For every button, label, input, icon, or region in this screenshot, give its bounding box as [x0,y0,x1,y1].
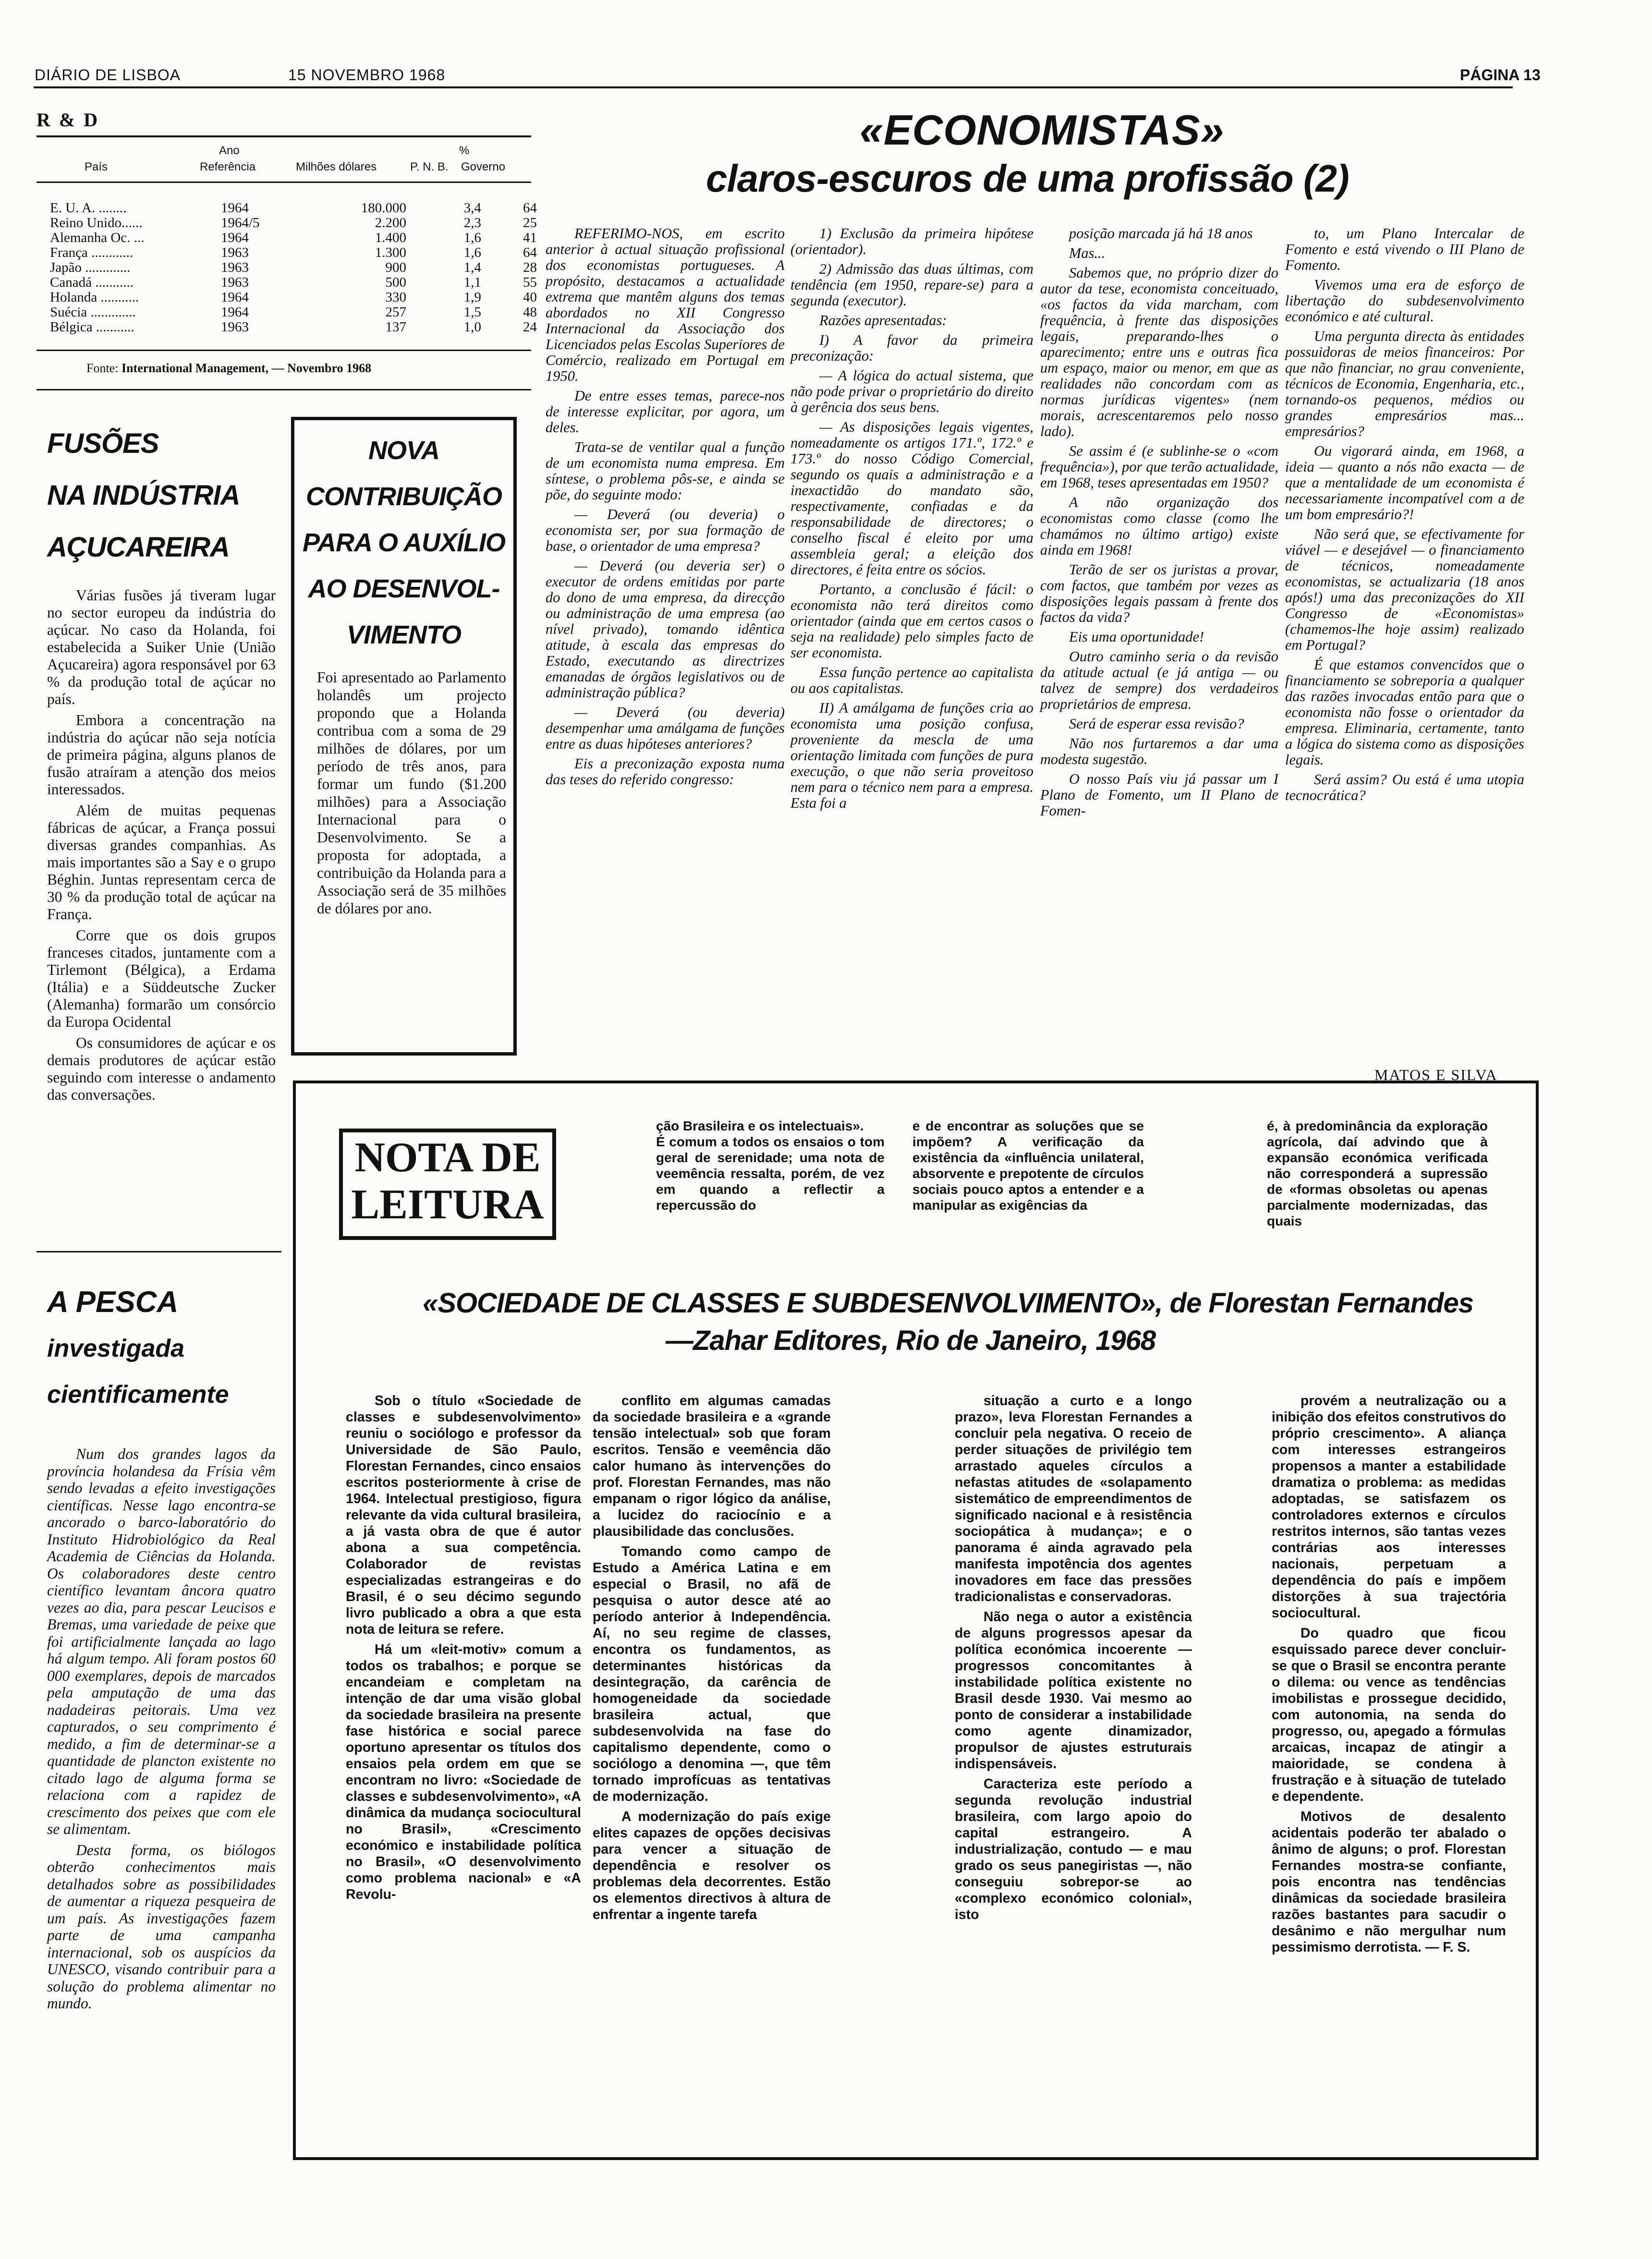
economistas-paragraph: A não organização dos economistas como classe (como lhe chamámos no último artigo) existe ainda em 1968! [1040,494,1278,558]
nota-col-1 [346,1393,581,1907]
rd-cell-pnb: 1,9 [463,290,481,305]
rd-source [86,361,371,376]
economistas-paragraph: Vivemos uma era de esforço de libertação do subdesenvolvimento económico e até cultural. [1285,277,1524,325]
nota-label-1: NOTA DE [354,1134,541,1181]
nova-headline [297,427,511,658]
nova-text: Foi apresentado ao Parlamento holandês um projecto propondo que a Holanda contribua com a soma de 29 milhões de dólares, por um período de três anos, para formar um fundo ($1.200 milhões) para a Associação Internacional para o Desenvolvimento. Se a proposta for adoptada, a contribuição da Holanda para a Associação será de 35 milhões de dólares por ano. [317,669,506,917]
rd-cell-pnb: 1,5 [463,304,481,320]
rd-cell-gov: 48 [523,304,537,320]
rd-cell-gov: 64 [523,200,537,216]
rd-source-label: Fonte: [86,361,119,375]
rd-table-row [46,260,541,275]
rd-header-rule [36,182,531,183]
nota-label [339,1134,556,1228]
nota-paragraph: Caracteriza este período a segunda revolução industrial brasileira, com largo apoio do capital estrangeiro. A industrialização, contudo — e mau grado os seus panegiristas —, não conseguiu sobrepor-se ao «complexo económico colonial», isto [955,1776,1192,1922]
economistas-col-4 [1285,226,1524,807]
nota-paragraph: Do quadro que ficou esquissado parece dever concluir-se que o Brasil se encontra perante o dilema: ou vence as tendências imobilistas e prossegue decidido, com autonomia, na senda do progresso, ou, apegado a fórmulas arcaicas, incapaz de atingir a maioridade, se condena à frustração e à situação de tutelado e dependente. [1272,1626,1506,1804]
nota-paragraph: conflito em algumas camadas da sociedade brasileira e a «grande tensão intelectual» sob que foram escritos. Tensão e veemência dão calor humano às intervenções do prof. Florestan Fernandes, mas não empanam o rigor lógico da análise, a lucidez do raciocínio e a plausibilidade das conclusões. [593,1393,831,1539]
fusoes-paragraph: Além de muitas pequenas fábricas de açúcar, a França possui diversas grandes companhias. As mais importantes são a Say e o grupo Béghin. Juntas representam cerca de 30 % da produção total de açúcar na França. [47,802,276,923]
economistas-paragraph: Trata-se de ventilar qual a função de um economista numa empresa. Em síntese, o problema pôs-se, e ainda se põe, do seguinte modo: [546,439,785,503]
economistas-paragraph: Essa função pertence ao capitalista ou aos capitalistas. [790,664,1033,696]
economistas-col-2 [790,226,1033,815]
rd-table-header [36,142,531,181]
economistas-paragraph: Eis a preconização exposta numa das teses do referido congresso: [546,755,785,788]
rd-cell-country: Bélgica ........... [50,319,134,335]
rd-table-row [46,231,541,245]
nota-headline-1: «SOCIEDADE DE CLASSES E SUBDESENVOLVIMENTO», de Florestan Fernandes [423,1287,1474,1319]
economistas-paragraph: Portanto, a conclusão é fácil: o economista não terá direitos como orientador (ainda que em certos casos o seja na realidade) pelo simples facto de ser economista. [790,581,1033,661]
nota-paragraph: situação a curto e a longo prazo», leva Florestan Fernandes a concluir pela negativa. O receio de perder situações de privilégio tem arrastado aqueles círculos a nefastas atitudes de «solapamento sistemático de empreendimentos de significado nacional e à resistência sociopática à mudança»; e o panorama é ainda agravado pela manifesta impotência dos agentes inovadores em face das pressões tradicionalistas e conservadoras. [955,1393,1192,1604]
header-rule [34,86,1513,88]
nota-top-col-1: ção Brasileira e os intelectuais». É comum a todos os ensaios o tom geral de serenidade; uma nota de veemência ressalta, porém, de vez em quando a reflectir a repercussão do [656,1118,885,1213]
nova-title-3: PARA O AUXÍLIO [302,528,505,557]
rd-cell-pnb: 3,4 [463,200,481,216]
rd-cell-millions: 500 [385,275,406,290]
economistas-paragraph: Será de esperar essa revisão? [1069,716,1244,732]
rd-cell-year: 1963 [221,260,249,275]
rd-cell-gov: 55 [523,275,537,290]
pesca-paragraph: Desta forma, os biólogos obterão conhecimentos mais detalhados sobre as possibilidades de aumentar a riqueza pesqueira de um país. As investigações fazem parte de uma campanha internacional, sob os auspícios da UNESCO, visando contribuir para a solução do problema alimentar no mundo. [47,1841,276,2012]
fusoes-headline [47,418,240,573]
pesca-headline [47,1279,229,1418]
rd-cell-country: Alemanha Oc. ... [50,230,145,245]
nota-top-col-2: e de encontrar as soluções que se impõem? A verificação da existência da «influência unilateral, absorvente e prepotente de círculos sociais pouco aptos a entender e a manipular as exigências da [912,1118,1144,1213]
fusoes-title-1: FUSÕES [47,428,159,459]
rd-cell-gov: 25 [523,215,537,231]
nota-paragraph: Sob o título «Sociedade de classes e subdesenvolvimento» reuniu o sociólogo e professor da Universidade de São Paulo, Florestan Fernandes, cinco ensaios escritos posteriormente à crise de 1964. Intelectual prestigioso, figura relevante da vida cultural brasileira, a já vasta obra de que é autor abona a sua competência. Colaborador de revistas especializadas estrangeiras e do Brasil, é o seu décimo segundo livro publicado a obra a que esta nota de leitura se refere. [346,1393,581,1637]
rd-cell-millions: 1.300 [375,245,406,260]
rd-title: R & D [36,109,100,131]
rd-cell-gov: 64 [523,245,537,260]
rd-cell-pnb: 1,6 [463,230,481,245]
rd-table-row [46,216,541,231]
economistas-paragraph: Razões apresentadas: [819,312,947,328]
rd-cell-year: 1964 [221,290,249,305]
rd-cell-year: 1963 [221,319,249,335]
rd-table-row [46,305,541,320]
nota-paragraph: Não nega o autor a existência de alguns progressos apesar da política económica incoerente — progressos concomitantes à instabilidade política existente no Brasil desde 1930. Vai mesmo ao ponto de considerar a instabilidade como agente dinamizador, propulsor de ajustes estruturais indispensáveis. [955,1609,1192,1772]
economistas-paragraph: Uma pergunta directa às entidades possuidoras de meios financeiros: Por que não financiar, no grau conveniente, técnicos de Economia, Engenharia, etc., tornando-os pequenos, médios ou grandes empresários mas... empresários? [1285,328,1524,439]
economistas-col-3 [1040,226,1278,823]
fusoes-paragraph: Embora a concentração na indústria do açúcar não seja notícia de primeira página, alguns planos de fusão atraíram a atenção dos meios interessados. [47,712,276,798]
nota-col-3 [955,1393,1192,1927]
rd-cell-millions: 330 [385,290,406,305]
fusoes-bottom-rule [36,1251,281,1252]
economistas-paragraph: I) A favor da primeira preconização: [790,332,1033,364]
nova-title-4: AO DESENVOL- [308,574,500,603]
economistas-paragraph: REFERIMO-NOS, em escrito anterior à actual situação profissional dos economistas portugueses. A propósito, destacamos a actualidade extrema que mantêm alguns dos temas abordados no XII Congresso Internacional da Associação dos Licenciados pelas Escolas Superiores de Comércio, realizado em Portugal em 1950. [546,225,785,384]
nota-paragraph: Há um «leit-motiv» comum a todos os trabalhos; e porque se encandeiam e completam na intenção de dar uma visão global da sociedade brasileira na presente fase histórica e social parece oportuno apresentar os títulos dos ensaios pela ordem em que se encontram no livro: «Sociedade de classes e subdesenvolvimento», «A dinâmica da mudança sociocultural no Brasil», «Crescimento económico e instabilidade política no Brasil», «O desenvolvimento como problema nacional» e «A Revolu- [346,1642,581,1902]
rd-cell-gov: 41 [523,230,537,245]
rd-cell-pnb: 1,6 [463,245,481,260]
rd-col-gov: Governo [461,160,506,173]
economistas-paragraph: Se assim é (e sublinhe-se o «com frequência»), por que terão actualidade, em 1968, teses apresentadas em 1950? [1040,443,1278,491]
economistas-paragraph: posição marcada já há 18 anos [1069,225,1253,242]
economistas-paragraph: 1) Exclusão da primeira hipótese (orientador). [790,225,1033,257]
rd-cell-country: Reino Unido...... [50,215,143,231]
nova-title-1: NOVA [368,436,439,465]
rd-table-row [46,245,541,260]
economistas-paragraph: to, um Plano Intercalar de Fomento e está vivendo o III Plano de Fomento. [1285,225,1524,273]
rd-col-year-2: Referência [200,160,256,173]
rd-cell-millions: 1.400 [375,230,406,245]
economistas-subtitle: claros-escuros de uma profissão (2) [706,157,1349,200]
rd-cell-country: França ............ [50,245,134,260]
rd-col-millions: Milhões dólares [296,160,377,173]
economistas-paragraph: — Deverá (ou deveria ser) o executor de ordens emitidas por parte do dono de uma empresa, da direcção ou administração de uma empresa (ao nível privado), tomando idêntica atitude, à escala das empresas do Estado, executando as directrizes emanadas de órgãos legislativos ou de administração pública? [546,558,785,701]
nota-paragraph: provém a neutralização ou a inibição dos efeitos construtivos do próprio crescimento». A aliança com interesses estrangeiros propensos a manter a estabilidade dramatiza o problema: as medidas adoptadas, se satisfazem os controladores externos e círculos restritos internos, são tantas vezes contrárias aos interesses nacionais, perpetuam a dependência do país e impõem distorções à sua trajectória sociocultural. [1272,1393,1506,1621]
economistas-paragraph: — As disposições legais vigentes, nomeadamente os artigos 171.º, 172.º e 173.º do nosso Código Comercial, segundo os quais a administração e a inexactidão do mandato são, respectivamente, confiadas e da responsabilidade de directores; o conselho fiscal é eleito por uma assembleia geral; a eleição dos directores, é feita entre os sócios. [790,419,1033,578]
nova-body [317,668,506,921]
nota-paragraph: A modernização do país exige elites capazes de opções decisivas para vencer a situação de dependência e resolver os problemas dela decorrentes. Estão os elementos directivos à altura de enfrentar a ingente tarefa [593,1809,831,1922]
rd-cell-millions: 2.200 [375,215,406,231]
economistas-signature: MATOS E SILVA [1374,1066,1498,1083]
economistas-paragraph: — A lógica do actual sistema, que não pode privar o proprietário do direito à gerência dos seus bens. [790,367,1033,415]
rd-cell-gov: 28 [523,260,537,275]
pesca-title-2: investigada [47,1335,185,1362]
rd-cell-pnb: 1,1 [463,275,481,290]
rd-table-row [46,275,541,290]
rd-cell-year: 1963 [221,245,249,260]
economistas-paragraph: Mas... [1069,245,1105,261]
fusoes-title-2: NA INDÚSTRIA [47,480,240,511]
pesca-body [47,1445,276,2016]
masthead-date: 15 NOVEMBRO 1968 [288,66,446,84]
rd-cell-country: E. U. A. ........ [50,200,127,216]
pesca-title-1: A PESCA [47,1286,179,1319]
economistas-paragraph: É que estamos convencidos que o financiamento se sobreporia a qualquer das razões invocadas então para que o economista não fosse o orientador da empresa. Eliminaria, certamente, tanto a lógica do sistema como as disposições legais. [1285,656,1524,768]
nota-paragraph: Motivos de desalento acidentais poderão ter abalado o ânimo de alguns; o prof. Florestan Fernandes mostra-se confiante, pois encontra nas tendências dinâmicas da sociedade brasileira razões bastantes para sacudir o desânimo e não mergulhar num pessimismo derrotista. — F. S. [1272,1809,1506,1955]
economistas-paragraph: Terão de ser os juristas a provar, com factos, que também por vezes as disposições legais passam à frente dos factos da vida? [1040,561,1278,625]
fusoes-body [47,587,276,1107]
masthead-paper: DIÁRIO DE LISBOA [35,66,181,84]
rd-cell-year: 1964 [221,200,249,216]
rd-source-text: International Management, — Novembro 1968 [121,361,372,375]
nota-label-2b: LEITURA [351,1181,544,1228]
rd-table [46,201,541,335]
rd-cell-year: 1963 [221,275,249,290]
nota-top-col-3: é, à predominância da exploração agrícola, daí advindo que à expansão económica verificada não corresponderá a supressão de «formas obsoletas ou apenas parcialmente modernizadas, das quais [1267,1118,1488,1228]
rd-cell-country: Canadá ........... [50,275,134,290]
fusoes-paragraph: Os consumidores de açúcar e os demais produtores de açúcar estão seguindo com interesse o andamento das conversações. [47,1034,276,1103]
rd-cell-millions: 137 [385,319,406,335]
rd-cell-year: 1964/5 [221,215,260,231]
rd-source-rule [36,389,531,390]
nota-paragraph: Tomando como campo de Estudo a América Latina e em especial o Brasil, no afã de pesquisa o autor desce até ao período anterior à Independência. Aí, no seu regime de classes, encontra os fundamentos, as determinantes históricas da desintegração, da carência de homogeneidade da sociedade brasileira actual, que subdesenvolvida na fase do capitalismo dependente, como o sociólogo a denomina —, que têm tornado improfícuas as tentativas de modernização. [593,1544,831,1804]
rd-cell-gov: 24 [523,319,537,335]
nota-headline-2: —Zahar Editores, Rio de Janeiro, 1968 [666,1325,1156,1356]
economistas-paragraph: Não nos furtaremos a dar uma modesta sugestão. [1040,735,1278,767]
rd-cell-gov: 40 [523,290,537,305]
rd-cell-millions: 180.000 [361,200,406,216]
rd-cell-country: Holanda ........... [50,290,139,305]
rd-col-year-1: Ano [219,144,240,157]
economistas-col-1 [546,226,785,791]
rd-col-pct: % [459,144,470,157]
economistas-paragraph: Será assim? Ou está é uma utopia tecnocrática? [1285,771,1524,803]
rd-cell-millions: 257 [385,304,406,320]
page-number: PÁGINA 13 [1460,66,1541,84]
rd-cell-millions: 900 [385,260,406,275]
economistas-paragraph: Sabemos que, no próprio dizer do autor da tese, economista conceituado, «os factos da vida marcham, com frequência, à frente das disposições legais, preparando-lhes o aparecimento; entre uns e outras fica um espaço, maior ou menor, em que as realidades não concordam com as normas jurídicas vigentes» (nem morais, acrescentaremos pelo nosso lado). [1040,265,1278,439]
rd-table-row [46,320,541,335]
rd-col-pnb: P. N. B. [410,160,449,173]
economistas-title: «ECONOMISTAS» [860,106,1225,154]
economistas-paragraph: Ou vigorará ainda, em 1968, a ideia — quanto a nós não exacta — de que a mentalidade de um economista é necessariamente incompatível com a de um bom empresário?! [1285,443,1524,522]
nota-col-2 [593,1393,831,1927]
rd-cell-year: 1964 [221,304,249,320]
rd-cell-pnb: 1,0 [463,319,481,335]
rd-bottom-rule [36,350,531,351]
economistas-paragraph: Outro caminho seria o da revisão da atitude actual (e já antiga — ou talvez de sempre) dos verdadeiros proprietários de empresa. [1040,648,1278,712]
nova-title-2: CONTRIBUIÇÃO [306,482,502,511]
rd-cell-pnb: 1,4 [463,260,481,275]
fusoes-title-3: AÇUCAREIRA [47,532,230,563]
economistas-paragraph: — Deverá (ou deveria) o economista ser, por sua formação de base, o orientador de uma empresa? [546,506,785,554]
pesca-paragraph: Num dos grandes lagos da província holandesa da Frísia vêm sendo levadas a efeito investigações científicas. Nesse lago encontra-se ancorado o barco-laboratório do Instituto Hidrobiológico da Real Academia de Ciências da Holanda. Os colaboradores deste centro científico levantam âncora quatro vezes ao dia, para pescar Leucisos e Bremas, uma variedade de peixe que foi artificialmente lançada ao lago há algum tempo. Ali foram postos 60 000 exemplares, depois de marcados pela amputação de uma das nadadeiras peitorais. Uma vez capturados, o seu comprimento é medido, a fim de determinar-se a quantidade de plancton existente no citado lago de alguma forma se relaciona com a rapidez de crescimento dos peixes que com ele se alimentam. [47,1445,276,1837]
economistas-paragraph: Não será que, se efectivamente for viável — e desejável — o financiamento de técnicos, nomeadamente economistas, se actualizaria (18 anos após!) uma das preconizações do XII Congresso de «Economistas» (chamemos-lhe hoje assim) realizado em Portugal? [1285,526,1524,653]
nota-col-4 [1272,1393,1506,1959]
fusoes-paragraph: Várias fusões já tiveram lugar no sector europeu da indústria do açúcar. No caso da Holanda, foi estabelecida a Suiker Unie (União Açucareira) agora responsável por 63 % da produção total de açúcar no país. [47,587,276,707]
fusoes-paragraph: Corre que os dois grupos franceses citados, juntamente com a Tirlemont (Bélgica), a Erdama (Itália) e a Süddeutsche Zucker (Alemanha) formarão um consórcio da Europa Ocidental [47,927,276,1030]
economistas-paragraph: O nosso País viu já passar um I Plano de Fomento, um II Plano de Fomen- [1040,771,1278,819]
economistas-paragraph: Eis uma oportunidade! [1069,629,1204,645]
rd-col-country: País [85,160,108,173]
rd-cell-country: Japão ............. [50,260,131,275]
economistas-paragraph: — Deverá (ou deveria) desempenhar uma amálgama de funções entre as duas hipóteses anteriores? [546,704,785,752]
nova-title-5: VIMENTO [346,620,462,649]
rd-table-row [46,201,541,216]
pesca-title-3: cientificamente [47,1381,229,1409]
economistas-paragraph: 2) Admissão das duas últimas, com tendência (em 1950, repare-se) para a segunda (executor). [790,261,1033,309]
rd-cell-year: 1964 [221,230,249,245]
economistas-paragraph: De entre esses temas, parece-nos de interesse explicitar, por agora, um deles. [546,388,785,436]
rd-cell-country: Suécia ............. [50,304,136,320]
economistas-paragraph: II) A amálgama de funções cria ao economista uma posição confusa, proveniente da mescla de uma orientação limitada com funções de pura execução, o que não seria proveitoso nem para o técnico nem para a empresa. Esta foi a [790,700,1033,811]
rd-table-row [46,290,541,305]
rd-cell-pnb: 2,3 [463,215,481,231]
rd-top-rule [36,135,531,137]
